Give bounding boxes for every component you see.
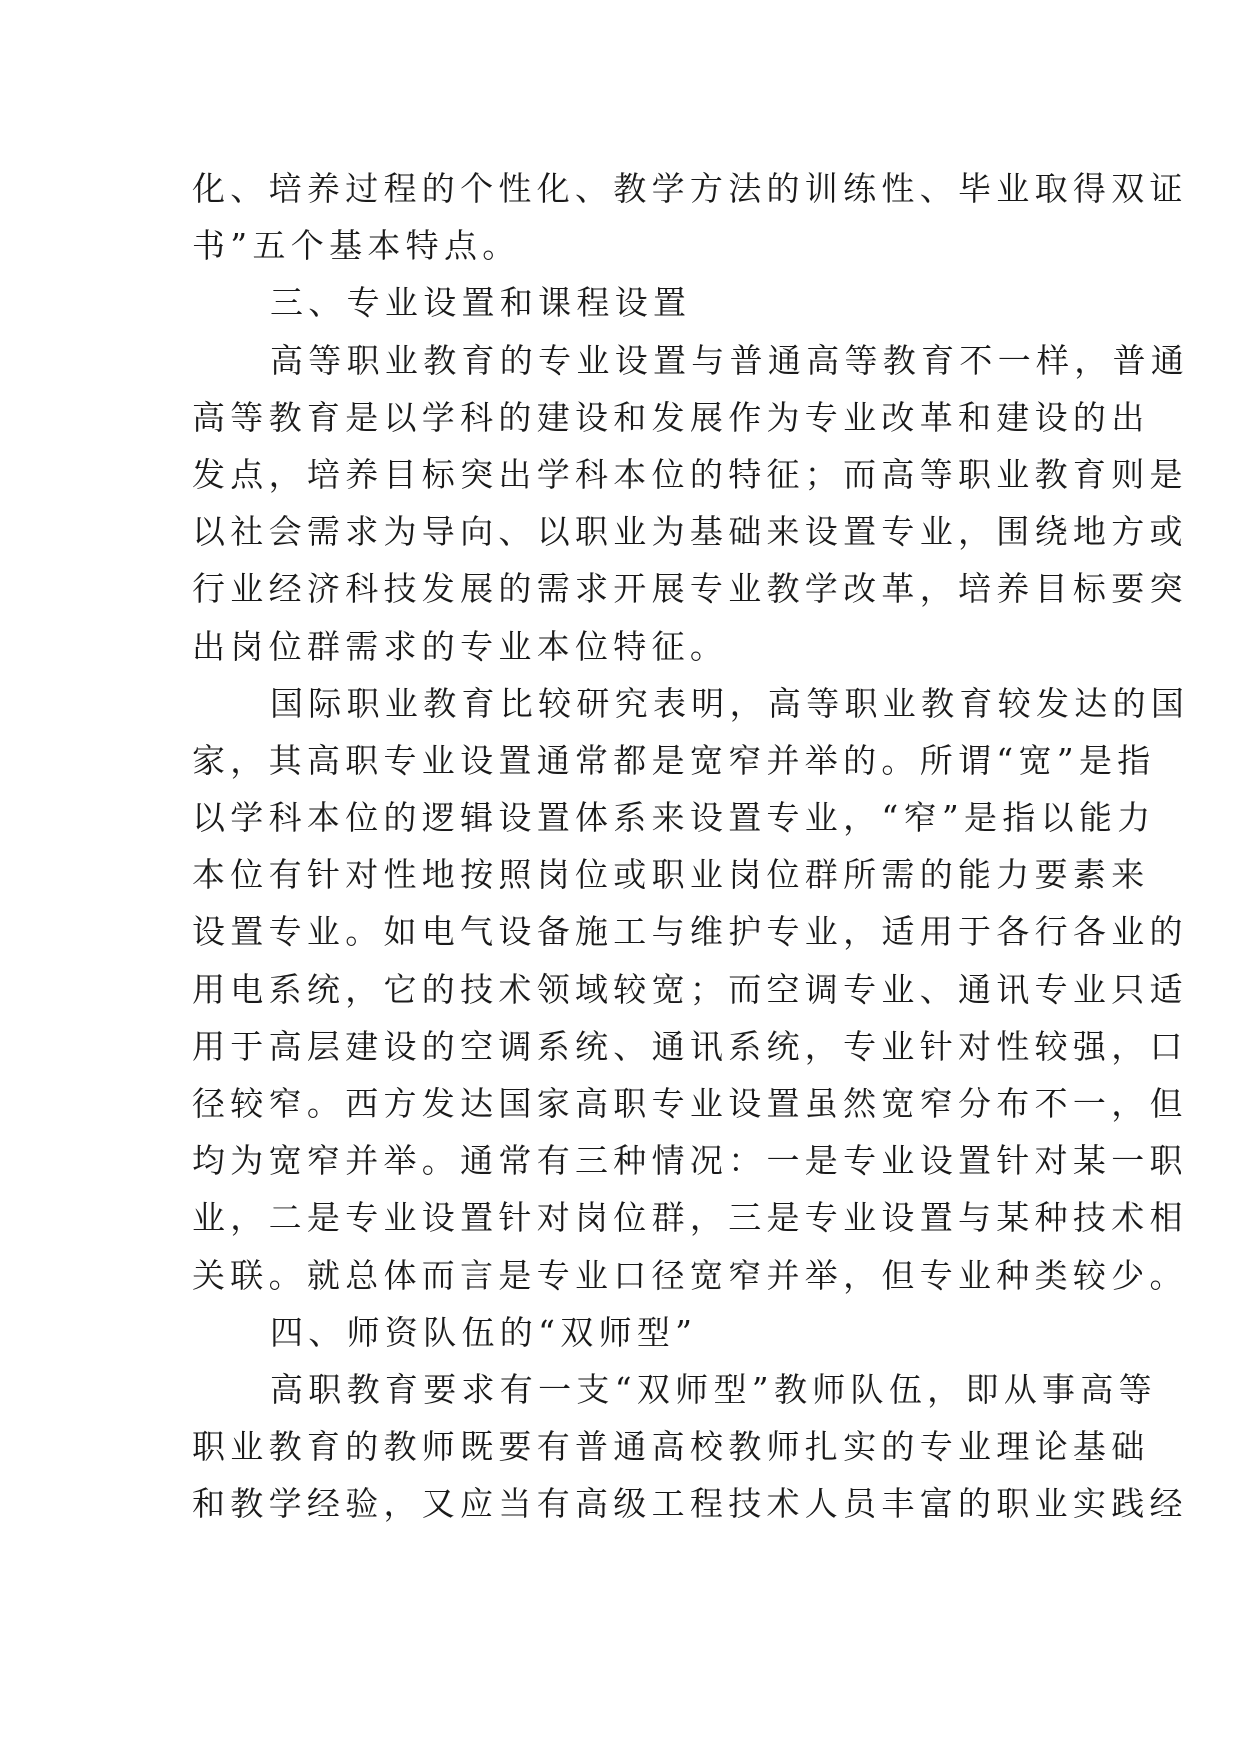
text-line: 高等教育是以学科的建设和发展作为专业改革和建设的出 (192, 397, 1150, 437)
text-line: 径较窄。西方发达国家高职专业设置虽然宽窄分布不一，但 (192, 1084, 1188, 1123)
text-line: 高职教育要求有一支“双师型”教师队伍，即从事高等 (270, 1369, 1157, 1409)
text-line: 出岗位群需求的专业本位特征。 (192, 626, 729, 666)
text-line: 用于高层建设的空调系统、通讯系统，专业针对性较强，口 (192, 1026, 1188, 1066)
text-line: 化、培养过程的个性化、教学方法的训练性、毕业取得双证 (192, 169, 1188, 208)
text-line: 关联。就总体而言是专业口径宽窄并举，但专业种类较少。 (192, 1255, 1188, 1295)
text-line: 四、师资队伍的“双师型” (270, 1312, 698, 1352)
text-line: 业，二是专业设置针对岗位群，三是专业设置与某种技术相 (192, 1198, 1188, 1238)
text-line: 职业教育的教师既要有普通高校教师扎实的专业理论基础 (192, 1427, 1150, 1467)
text-line: 发点，培养目标突出学科本位的特征；而高等职业教育则是 (192, 454, 1188, 494)
text-line: 书”五个基本特点。 (192, 226, 521, 266)
text-line: 行业经济科技发展的需求开展专业教学改革，培养目标要突 (192, 569, 1188, 609)
text-line: 高等职业教育的专业设置与普通高等教育不一样，普通 (270, 340, 1190, 380)
text-line: 均为宽窄并举。通常有三种情况：一是专业设置针对某一职 (192, 1141, 1188, 1181)
body-text (192, 160, 1190, 1533)
text-line: 用电系统，它的技术领域较宽；而空调专业、通讯专业只适 (192, 969, 1188, 1009)
text-line: 国际职业教育比较研究表明，高等职业教育较发达的国 (270, 683, 1190, 723)
text-line: 和教学经验，又应当有高级工程技术人员丰富的职业实践经 (192, 1484, 1188, 1524)
text-line: 以学科本位的逻辑设置体系来设置专业，“窄”是指以能力 (192, 798, 1156, 838)
text-line: 家，其高职专业设置通常都是宽窄并举的。所谓“宽”是指 (192, 740, 1156, 780)
text-line: 以社会需求为导向、以职业为基础来设置专业，围绕地方或 (192, 512, 1188, 552)
text-line: 本位有针对性地按照岗位或职业岗位群所需的能力要素来 (192, 855, 1150, 895)
text-line: 设置专业。如电气设备施工与维护专业，适用于各行各业的 (192, 912, 1188, 952)
text-line: 三、专业设置和课程设置 (270, 283, 692, 323)
